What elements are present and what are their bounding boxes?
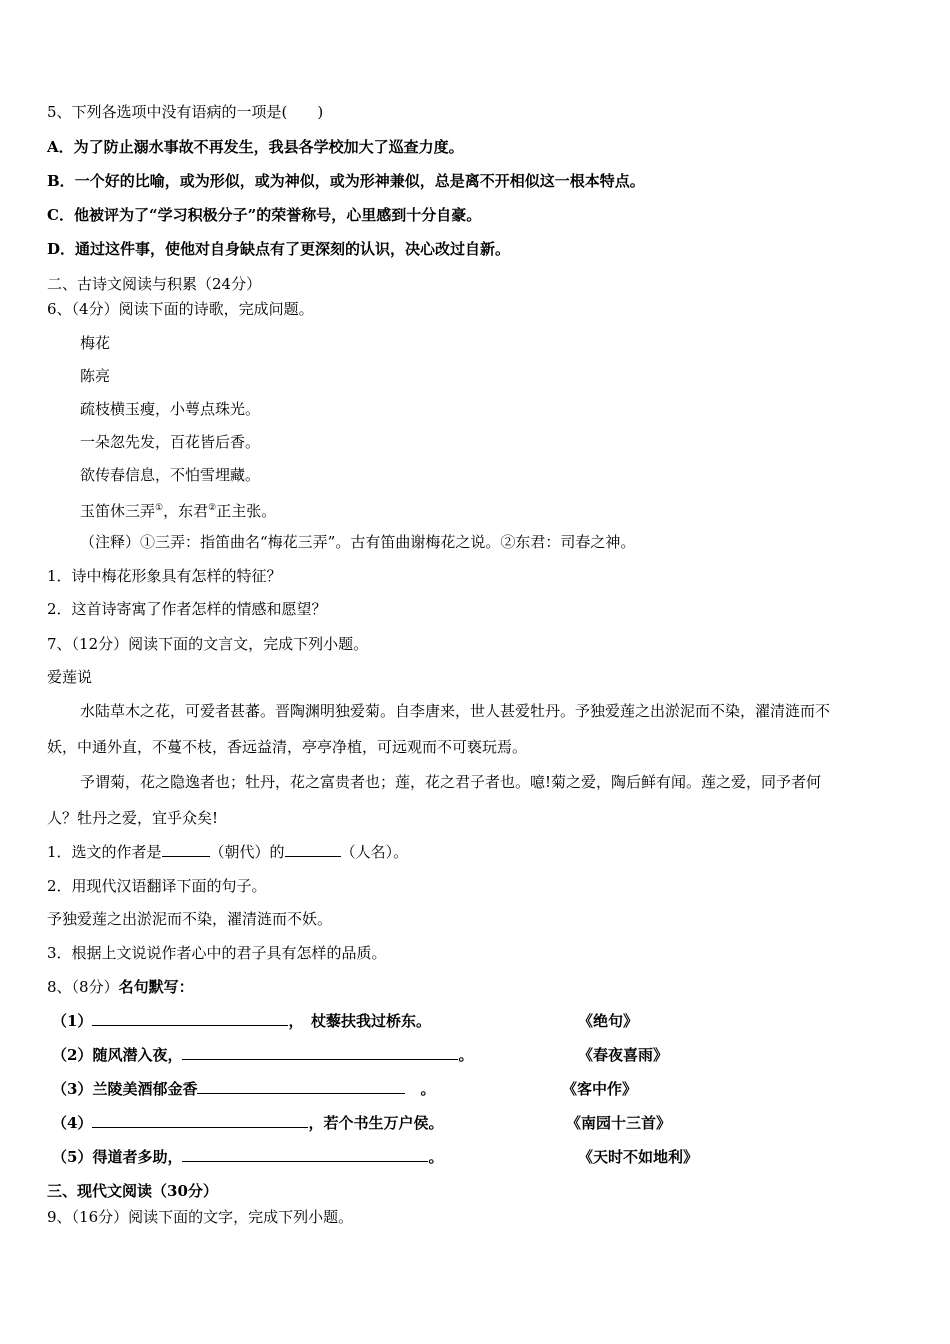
q5-option-a: A．为了防止溺水事故不再发生，我县各学校加大了巡查力度。 — [47, 138, 464, 156]
poem-note: （注释）①三弄：指笛曲名“梅花三弄”。古有笛曲谢梅花之说。②东君：司春之神。 — [80, 533, 636, 551]
q8-item-1: （1） ， 杖藜扶我过桥东。 — [52, 1012, 431, 1030]
blank-author[interactable] — [285, 842, 341, 857]
q8-item-4-source: 《南园十三首》 — [566, 1114, 672, 1132]
blank-4[interactable] — [92, 1113, 308, 1128]
q8-item-3-source: 《客中作》 — [562, 1080, 638, 1098]
essay-title: 爱莲说 — [47, 668, 93, 686]
q8-item-5-source: 《天时不如地利》 — [578, 1148, 699, 1166]
q8-item-5: （5）得道者多助， 。 — [52, 1148, 444, 1166]
q5-option-c: C．他被评为了“学习积极分子”的荣誉称号，心里感到十分自豪。 — [47, 206, 482, 224]
q7-sub-2: 2．用现代汉语翻译下面的句子。 — [47, 877, 267, 895]
poem-line-2: 一朵忽先发，百花皆后香。 — [80, 433, 261, 451]
q8-item-4: （4） ，若个书生万户侯。 — [52, 1114, 444, 1132]
essay-p2-line1: 予谓菊，花之隐逸者也；牡丹，花之富贵者也；莲，花之君子者也。噫!菊之爱，陶后鲜有闻。莲之爱，同予者何 — [80, 773, 822, 791]
q8-item-2: （2）随风潜入夜， 。 — [52, 1046, 474, 1064]
blank-dynasty[interactable] — [162, 842, 210, 857]
q9-stem: 9、（16分）阅读下面的文字，完成下列小题。 — [47, 1208, 354, 1226]
q8-item-2-source: 《春夜喜雨》 — [578, 1046, 669, 1064]
poem-author: 陈亮 — [80, 367, 111, 385]
q6-sub-1: 1．诗中梅花形象具有怎样的特征？ — [47, 567, 282, 585]
poem-line-4: 玉笛休三弄①，东君②正主张。 — [80, 502, 277, 520]
poem-title: 梅花 — [80, 334, 111, 352]
essay-p2-line2: 人？牡丹之爱，宜乎众矣! — [47, 809, 219, 827]
essay-p1-line1: 水陆草木之花，可爱者甚蕃。晋陶渊明独爱菊。自李唐来，世人甚爱牡丹。予独爱莲之出淤泥而不染，濯清涟而不 — [80, 702, 831, 720]
q8-item-1-source: 《绝句》 — [578, 1012, 639, 1030]
blank-5[interactable] — [182, 1147, 428, 1162]
q7-sub-3: 3．根据上文说说作者心中的君子具有怎样的品质。 — [47, 944, 387, 962]
q8-stem: 8、（8分）名句默写： — [47, 978, 194, 996]
q5-option-b: B．一个好的比喻，或为形似，或为神似，或为形神兼似，总是离不开相似这一根本特点。 — [47, 172, 645, 190]
q6-sub-2: 2．这首诗寄寓了作者怎样的情感和愿望？ — [47, 600, 327, 618]
q7-stem: 7、（12分）阅读下面的文言文，完成下列小题。 — [47, 635, 369, 653]
q7-sub-1: 1．选文的作者是 （朝代）的 （人名）。 — [47, 843, 409, 861]
q8-item-3: （3）兰陵美酒郁金香 。 — [52, 1080, 436, 1098]
q5-option-d: D．通过这件事，使他对自身缺点有了更深刻的认识，决心改过自新。 — [47, 240, 511, 258]
poem-line-3: 欲传春信息，不怕雪埋藏。 — [80, 466, 261, 484]
blank-2[interactable] — [182, 1045, 458, 1060]
essay-p1-line2: 妖，中通外直，不蔓不枝，香远益清，亭亭净植，可远观而不可亵玩焉。 — [47, 738, 528, 756]
q6-stem: 6、（4分）阅读下面的诗歌，完成问题。 — [47, 300, 314, 318]
q7-sub-2-sentence: 予独爱莲之出淤泥而不染，濯清涟而不妖。 — [47, 910, 333, 928]
section-3-heading: 三、现代文阅读（30分） — [47, 1182, 218, 1200]
section-2-heading: 二、古诗文阅读与积累（24分） — [47, 275, 262, 293]
blank-3[interactable] — [197, 1079, 405, 1094]
blank-1[interactable] — [92, 1011, 288, 1026]
q5-stem: 5、下列各选项中没有语病的一项是( ) — [47, 103, 324, 121]
poem-line-1: 疏枝横玉瘦，小萼点珠光。 — [80, 400, 261, 418]
